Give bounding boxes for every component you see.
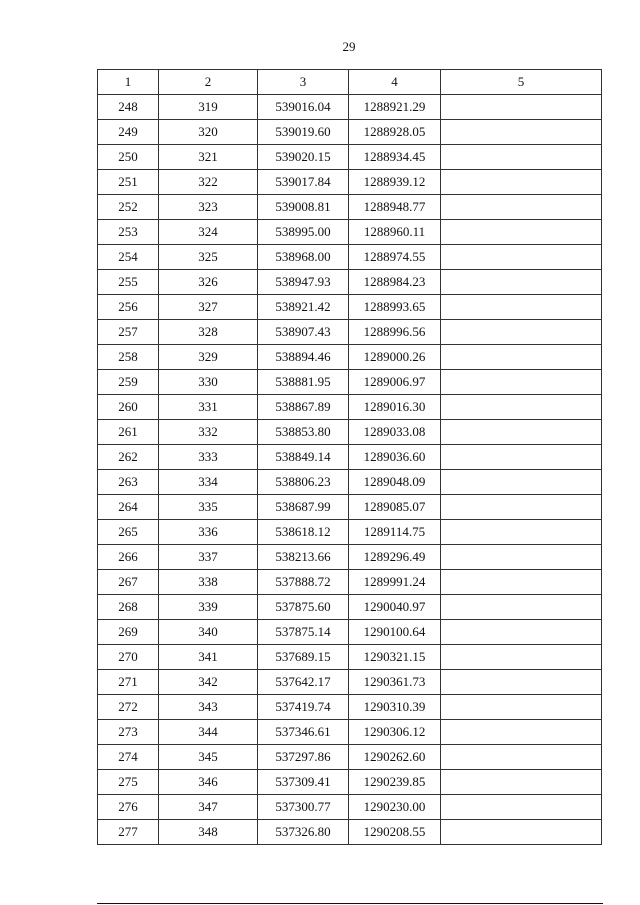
- table-row: [98, 445, 602, 470]
- table-cell: 272: [98, 695, 159, 720]
- table-cell: 1288960.11: [349, 220, 441, 245]
- table-cell: 337: [159, 545, 258, 570]
- bottom-rule: [97, 903, 603, 904]
- table-cell: 268: [98, 595, 159, 620]
- table-body: [98, 95, 602, 845]
- table-header-row: [98, 70, 602, 95]
- table-cell: 538995.00: [258, 220, 349, 245]
- column-header: 2: [159, 70, 258, 95]
- table-cell: 1289036.60: [349, 445, 441, 470]
- table-cell: 336: [159, 520, 258, 545]
- table-cell: 270: [98, 645, 159, 670]
- coordinates-table: [97, 69, 602, 845]
- table-cell: 325: [159, 245, 258, 270]
- table-cell: 263: [98, 470, 159, 495]
- table-row: [98, 395, 602, 420]
- table-cell: 262: [98, 445, 159, 470]
- table-cell: 537300.77: [258, 795, 349, 820]
- table-cell: 1288984.23: [349, 270, 441, 295]
- table-cell: 329: [159, 345, 258, 370]
- table-cell: 264: [98, 495, 159, 520]
- table-cell: 252: [98, 195, 159, 220]
- table-cell: 538894.46: [258, 345, 349, 370]
- table-cell: [441, 495, 602, 520]
- table-cell: [441, 270, 602, 295]
- table-row: [98, 370, 602, 395]
- table-cell: [441, 595, 602, 620]
- table-cell: 537888.72: [258, 570, 349, 595]
- table-cell: [441, 195, 602, 220]
- table-cell: 1289000.26: [349, 345, 441, 370]
- column-header: 1: [98, 70, 159, 95]
- table-cell: 326: [159, 270, 258, 295]
- table-cell: 538968.00: [258, 245, 349, 270]
- table-cell: 256: [98, 295, 159, 320]
- table-cell: 320: [159, 120, 258, 145]
- table-cell: [441, 245, 602, 270]
- table-cell: 324: [159, 220, 258, 245]
- table-cell: 322: [159, 170, 258, 195]
- table-cell: 538213.66: [258, 545, 349, 570]
- table-cell: 539019.60: [258, 120, 349, 145]
- table-cell: 248: [98, 95, 159, 120]
- table-cell: 539017.84: [258, 170, 349, 195]
- table-row: [98, 120, 602, 145]
- table-cell: 340: [159, 620, 258, 645]
- table-cell: 348: [159, 820, 258, 845]
- table-cell: 327: [159, 295, 258, 320]
- table-cell: [441, 345, 602, 370]
- table-cell: 1290230.00: [349, 795, 441, 820]
- table-cell: 332: [159, 420, 258, 445]
- table-cell: 344: [159, 720, 258, 745]
- table-cell: 331: [159, 395, 258, 420]
- table-cell: 1288921.29: [349, 95, 441, 120]
- table-row: [98, 520, 602, 545]
- table-row: [98, 420, 602, 445]
- table-cell: 345: [159, 745, 258, 770]
- table-cell: 274: [98, 745, 159, 770]
- table-cell: 249: [98, 120, 159, 145]
- table-cell: [441, 545, 602, 570]
- table-cell: 538806.23: [258, 470, 349, 495]
- table-cell: 1288928.05: [349, 120, 441, 145]
- table-cell: 1288974.55: [349, 245, 441, 270]
- table-cell: 539008.81: [258, 195, 349, 220]
- table-cell: 266: [98, 545, 159, 570]
- table-cell: 251: [98, 170, 159, 195]
- table-cell: 538618.12: [258, 520, 349, 545]
- table-row: [98, 95, 602, 120]
- table-cell: 1288934.45: [349, 145, 441, 170]
- table-cell: [441, 695, 602, 720]
- table-cell: 1288996.56: [349, 320, 441, 345]
- table-cell: [441, 570, 602, 595]
- table-cell: 1289991.24: [349, 570, 441, 595]
- table-cell: 321: [159, 145, 258, 170]
- table-cell: 259: [98, 370, 159, 395]
- table-cell: 537875.14: [258, 620, 349, 645]
- table-cell: [441, 220, 602, 245]
- table-row: [98, 145, 602, 170]
- table-cell: 250: [98, 145, 159, 170]
- table-cell: 277: [98, 820, 159, 845]
- table-cell: 1288939.12: [349, 170, 441, 195]
- table-cell: 538947.93: [258, 270, 349, 295]
- table-cell: 1289016.30: [349, 395, 441, 420]
- table-cell: 330: [159, 370, 258, 395]
- table-cell: 538907.43: [258, 320, 349, 345]
- table-cell: 328: [159, 320, 258, 345]
- table-cell: 1289114.75: [349, 520, 441, 545]
- page-number: 29: [342, 39, 356, 54]
- table-cell: 254: [98, 245, 159, 270]
- table-cell: 537297.86: [258, 745, 349, 770]
- table-cell: [441, 720, 602, 745]
- table-cell: [441, 95, 602, 120]
- table-cell: 538881.95: [258, 370, 349, 395]
- table-cell: 339: [159, 595, 258, 620]
- table-cell: 347: [159, 795, 258, 820]
- table-cell: [441, 120, 602, 145]
- table-cell: 267: [98, 570, 159, 595]
- table-cell: 319: [159, 95, 258, 120]
- table-cell: [441, 470, 602, 495]
- table-cell: [441, 520, 602, 545]
- table-cell: 346: [159, 770, 258, 795]
- table-cell: [441, 370, 602, 395]
- table-cell: [441, 670, 602, 695]
- table-cell: 1289085.07: [349, 495, 441, 520]
- column-header: 3: [258, 70, 349, 95]
- table-cell: 1290321.15: [349, 645, 441, 670]
- table-row: [98, 495, 602, 520]
- table-cell: [441, 645, 602, 670]
- table-cell: 343: [159, 695, 258, 720]
- table-cell: 1290310.39: [349, 695, 441, 720]
- table-cell: 537326.80: [258, 820, 349, 845]
- table-cell: 335: [159, 495, 258, 520]
- table-cell: 271: [98, 670, 159, 695]
- table-cell: 261: [98, 420, 159, 445]
- table-row: [98, 795, 602, 820]
- table-row: [98, 320, 602, 345]
- table-cell: 334: [159, 470, 258, 495]
- table-cell: 1290040.97: [349, 595, 441, 620]
- table-row: [98, 345, 602, 370]
- table-cell: [441, 145, 602, 170]
- table-cell: 537309.41: [258, 770, 349, 795]
- table-row: [98, 720, 602, 745]
- column-header: 4: [349, 70, 441, 95]
- table-row: [98, 170, 602, 195]
- table-cell: 265: [98, 520, 159, 545]
- table-cell: 258: [98, 345, 159, 370]
- table-cell: 253: [98, 220, 159, 245]
- table-cell: 342: [159, 670, 258, 695]
- table-row: [98, 295, 602, 320]
- table-cell: 260: [98, 395, 159, 420]
- table-cell: [441, 170, 602, 195]
- table-row: [98, 670, 602, 695]
- table-cell: 341: [159, 645, 258, 670]
- table-row: [98, 745, 602, 770]
- table-cell: 1290262.60: [349, 745, 441, 770]
- table-cell: 538849.14: [258, 445, 349, 470]
- table-cell: 1290239.85: [349, 770, 441, 795]
- table-cell: 1289296.49: [349, 545, 441, 570]
- table-row: [98, 645, 602, 670]
- table-cell: 323: [159, 195, 258, 220]
- table-cell: 537875.60: [258, 595, 349, 620]
- table-row: [98, 770, 602, 795]
- table-row: [98, 195, 602, 220]
- table-cell: 1288948.77: [349, 195, 441, 220]
- table-row: [98, 270, 602, 295]
- table-cell: 537689.15: [258, 645, 349, 670]
- table-cell: [441, 420, 602, 445]
- table-cell: 338: [159, 570, 258, 595]
- table-cell: [441, 295, 602, 320]
- column-header: 5: [441, 70, 602, 95]
- table-row: [98, 470, 602, 495]
- table-cell: [441, 770, 602, 795]
- table-cell: 539020.15: [258, 145, 349, 170]
- table-cell: 537346.61: [258, 720, 349, 745]
- table-cell: 273: [98, 720, 159, 745]
- table-cell: [441, 795, 602, 820]
- table-cell: [441, 745, 602, 770]
- table-cell: 537642.17: [258, 670, 349, 695]
- table-cell: 255: [98, 270, 159, 295]
- table-row: [98, 595, 602, 620]
- table-cell: 269: [98, 620, 159, 645]
- table-cell: [441, 820, 602, 845]
- table-cell: 1289006.97: [349, 370, 441, 395]
- table-cell: 275: [98, 770, 159, 795]
- table-cell: [441, 395, 602, 420]
- table-cell: 1289033.08: [349, 420, 441, 445]
- table-cell: 1288993.65: [349, 295, 441, 320]
- table-cell: [441, 620, 602, 645]
- table-row: [98, 545, 602, 570]
- table-row: [98, 820, 602, 845]
- table-cell: [441, 445, 602, 470]
- table-cell: [441, 320, 602, 345]
- table-cell: 1290306.12: [349, 720, 441, 745]
- table-cell: 1290361.73: [349, 670, 441, 695]
- table-cell: 1290208.55: [349, 820, 441, 845]
- table-cell: 538687.99: [258, 495, 349, 520]
- table-row: [98, 620, 602, 645]
- table-cell: 539016.04: [258, 95, 349, 120]
- table-cell: 538921.42: [258, 295, 349, 320]
- table-row: [98, 570, 602, 595]
- table-row: [98, 695, 602, 720]
- table-cell: 1290100.64: [349, 620, 441, 645]
- table-row: [98, 245, 602, 270]
- table-cell: 538853.80: [258, 420, 349, 445]
- table-cell: 257: [98, 320, 159, 345]
- table-cell: 538867.89: [258, 395, 349, 420]
- table-cell: 333: [159, 445, 258, 470]
- table-cell: 276: [98, 795, 159, 820]
- table-cell: 537419.74: [258, 695, 349, 720]
- table-cell: 1289048.09: [349, 470, 441, 495]
- table-row: [98, 220, 602, 245]
